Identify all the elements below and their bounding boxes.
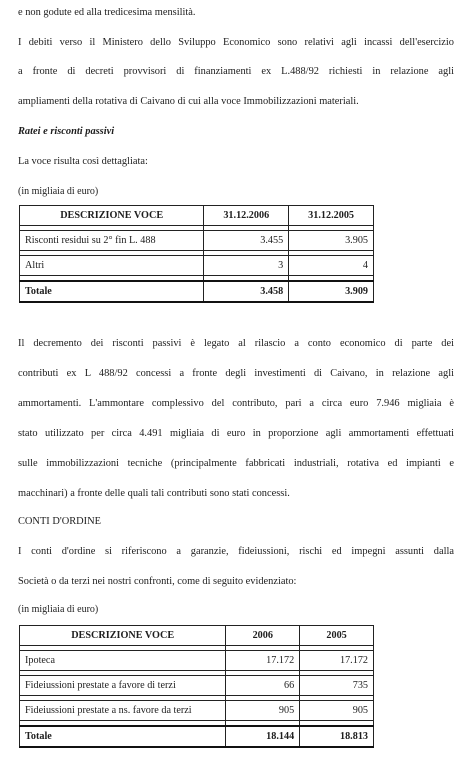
table-header-row	[20, 206, 374, 226]
section-heading-conti: CONTI D'ORDINE	[18, 516, 101, 527]
table-header-cell: 2005	[300, 626, 374, 646]
table-conti-ordine	[19, 625, 374, 748]
text-line: Società o da terzi nei nostri confronti, come di seguito evidenziato:	[18, 576, 297, 587]
table-cell: Totale	[20, 726, 226, 747]
text-line: a fronte di decreti provvisori di finanziamenti ex L.488/92 richiesti in relazione agli	[18, 66, 454, 77]
text-line: ammortamenti. L'ammontare complessivo del contributo, pari a circa euro 7.946 migliaia è	[18, 398, 454, 409]
table-header-cell: DESCRIZIONE VOCE	[20, 206, 204, 226]
table-cell: 905	[300, 701, 374, 721]
table-cell: 3	[204, 256, 289, 276]
table-ratei-risconti	[19, 205, 374, 303]
table-cell: 3.909	[289, 281, 374, 302]
text-line: e non godute ed alla tredicesima mensilità.	[18, 7, 196, 18]
table-cell: Ipoteca	[20, 651, 226, 671]
text-line: ampliamenti della rotativa di Caivano di cui alla voce Immobilizzazioni materiali.	[18, 96, 359, 107]
table-cell: Risconti residui su 2° fin L. 488	[20, 231, 204, 251]
table-header-cell: DESCRIZIONE VOCE	[20, 626, 226, 646]
table-total-row	[20, 281, 374, 302]
table-row	[20, 231, 374, 251]
table-cell: 3.455	[204, 231, 289, 251]
table-total-row	[20, 726, 374, 747]
table-cell: Fideiussioni prestate a favore di terzi	[20, 676, 226, 696]
table-cell: 3.458	[204, 281, 289, 302]
unit-label: (in migliaia di euro)	[18, 604, 99, 615]
table-cell: 905	[226, 701, 300, 721]
table-cell: 17.172	[226, 651, 300, 671]
text-line: La voce risulta così dettagliata:	[18, 156, 148, 167]
table-cell: 4	[289, 256, 374, 276]
section-heading-ratei: Ratei e risconti passivi	[18, 126, 115, 137]
text-line: I debiti verso il Ministero dello Sviluppo Economico sono relativi agli incassi dell'esercizio	[18, 37, 454, 48]
table-cell: 17.172	[300, 651, 374, 671]
table-cell: 735	[300, 676, 374, 696]
unit-label: (in migliaia di euro)	[18, 186, 99, 197]
table-header-row	[20, 626, 374, 646]
table-row	[20, 676, 374, 696]
table-header-cell: 31.12.2006	[204, 206, 289, 226]
table-cell: Totale	[20, 281, 204, 302]
table-row	[20, 701, 374, 721]
text-line: stato utilizzato per circa 4.491 migliaia di euro in proporzione agli ammortamenti effettuati	[18, 428, 454, 439]
table-row	[20, 651, 374, 671]
table-cell: Fideiussioni prestate a ns. favore da terzi	[20, 701, 226, 721]
text-line: sulle immobilizzazioni tecniche (principalmente fabbricati industriali, rotativa ed impianti e	[18, 458, 454, 469]
table-cell: 3.905	[289, 231, 374, 251]
table-cell: Altri	[20, 256, 204, 276]
text-line: contributi ex L 488/92 concessi a fronte degli investimenti di Caivano, in relazione agli	[18, 368, 454, 379]
table-cell: 66	[226, 676, 300, 696]
table-cell: 18.144	[226, 726, 300, 747]
table-header-cell: 2006	[226, 626, 300, 646]
text-line: Il decremento dei risconti passivi è legato al rilascio a conto economico di parte dei	[18, 338, 454, 349]
table-header-cell: 31.12.2005	[289, 206, 374, 226]
table-row	[20, 256, 374, 276]
text-line: macchinari) a fronte delle quali tali contributi sono stati concessi.	[18, 488, 290, 499]
text-line: I conti d'ordine si riferiscono a garanzie, fideiussioni, rischi ed impegni assunti dalla	[18, 546, 454, 557]
table-cell: 18.813	[300, 726, 374, 747]
